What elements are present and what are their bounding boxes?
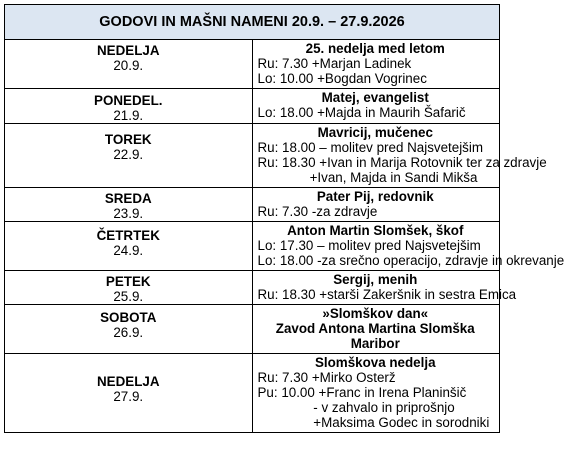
info-cell — [252, 305, 500, 354]
mass-intention: Lo: 10.00 +Bogdan Vogrinec — [257, 71, 427, 86]
day-cell — [5, 89, 253, 124]
mass-intention: +Maksima Godec in sorodniki — [257, 415, 490, 430]
info-cell — [252, 40, 500, 89]
mass-intention: Ru: 18.30 +Ivan in Marija Rotovnik ter za zdravje — [257, 155, 547, 170]
info-cell — [252, 89, 500, 124]
feast-name: »Slomškov dan« — [322, 306, 429, 321]
day-name: PETEK — [105, 274, 151, 289]
feast-name: Sergij, menih — [333, 272, 418, 287]
day-name: SREDA — [104, 191, 152, 206]
mass-intention: +Ivan, Majda in Sandi Mikša — [257, 170, 478, 185]
day-date: 26.9. — [113, 325, 144, 340]
day-name: NEDELJA — [96, 374, 160, 389]
day-date: 21.9. — [113, 108, 144, 123]
info-cell — [252, 124, 547, 188]
feast-name: Matej, evangelist — [321, 90, 429, 105]
info-cell — [252, 222, 564, 271]
title-row — [5, 5, 500, 40]
day-name: NEDELJA — [96, 43, 160, 58]
mass-intention: Ru: 18.30 +starši Zakeršnik in sestra Emica — [257, 287, 517, 302]
feast-name: Mavricij, mučenec — [317, 125, 433, 140]
mass-intention: Ru: 7.30 +Marjan Ladinek — [257, 56, 412, 71]
mass-intention: Ru: 18.00 – molitev pred Najsvetejšim — [257, 140, 484, 155]
mass-intention: Ru: 7.30 -za zdravje — [257, 204, 378, 219]
schedule-row — [5, 271, 500, 305]
day-name: PONEDEL. — [94, 93, 163, 108]
day-cell — [5, 124, 253, 188]
info-cell — [252, 354, 500, 433]
schedule-container — [4, 4, 564, 433]
mass-intention: Pu: 10.00 +Franc in Irena Planinšič — [257, 385, 467, 400]
day-name: TOREK — [104, 132, 152, 147]
table-title: GODOVI IN MAŠNI NAMENI 20.9. – 27.9.2026 — [5, 5, 500, 40]
feast-name: Zavod Antona Martina Slomška Maribor — [275, 321, 475, 351]
mass-intention: Ru: 7.30 +Mirko Osterž — [257, 370, 396, 385]
day-cell — [5, 271, 253, 305]
day-date: 24.9. — [113, 243, 144, 258]
schedule-row — [5, 354, 500, 433]
day-cell — [5, 188, 253, 222]
day-name: ČETRTEK — [96, 228, 160, 243]
day-date: 22.9. — [113, 147, 144, 162]
day-date: 23.9. — [113, 206, 144, 221]
day-date: 20.9. — [113, 58, 144, 73]
day-name: SOBOTA — [100, 310, 157, 325]
day-date: 25.9. — [113, 289, 144, 304]
schedule-row — [5, 305, 500, 354]
schedule-row — [5, 188, 500, 222]
day-cell — [5, 354, 253, 433]
schedule-row — [5, 222, 500, 271]
info-cell — [252, 271, 517, 305]
feast-name: 25. nedelja med letom — [305, 41, 445, 56]
day-cell — [5, 222, 253, 271]
mass-intention: Lo: 18.00 +Majda in Maurih Šafarič — [257, 105, 466, 120]
feast-name: Slomškova nedelja — [314, 355, 436, 370]
schedule-row — [5, 89, 500, 124]
day-date: 27.9. — [113, 389, 144, 404]
schedule-row — [5, 124, 500, 188]
schedule-table — [4, 4, 564, 433]
info-cell — [252, 188, 500, 222]
schedule-row — [5, 40, 500, 89]
feast-name: Anton Martin Slomšek, škof — [287, 223, 464, 238]
day-cell — [5, 40, 253, 89]
mass-intention: - v zahvalo in priprošnjo — [257, 400, 455, 415]
feast-name: Pater Pij, redovnik — [316, 189, 434, 204]
mass-intention: Lo: 17.30 – molitev pred Najsvetejšim — [257, 238, 481, 253]
day-cell — [5, 305, 253, 354]
mass-intention: Lo: 18.00 -za srečno operacijo, zdravje in okrevanje — [257, 253, 564, 268]
